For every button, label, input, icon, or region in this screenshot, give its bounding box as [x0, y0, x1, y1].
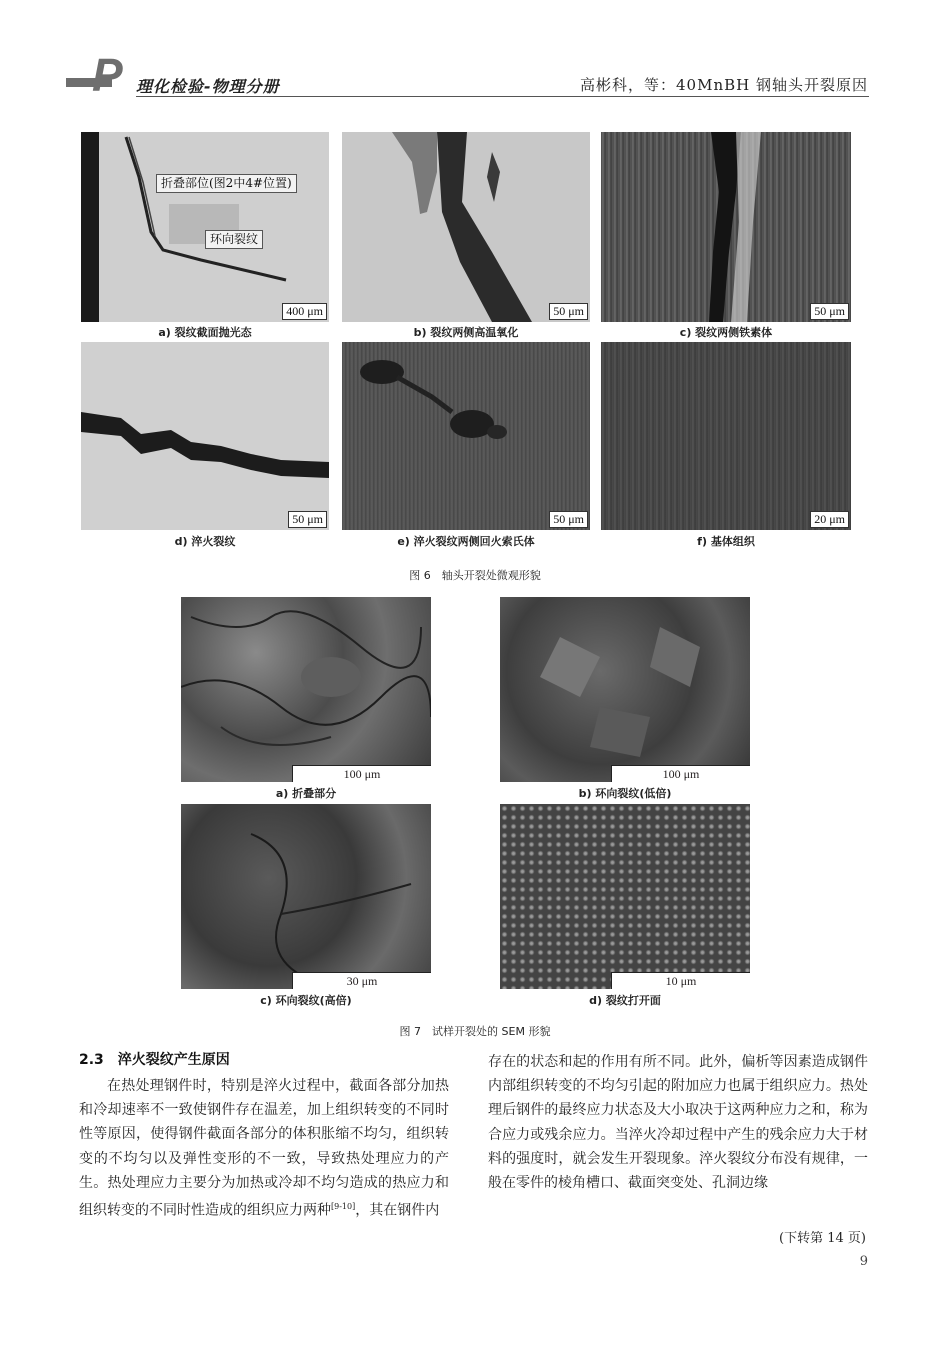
- fig7d-scale-bar: 10 μm: [611, 972, 750, 989]
- fig7d-caption: d) 裂纹打开面: [589, 994, 661, 1007]
- left-column-text: 在热处理钢件时，特别是淬火过程中，截面各部分加热和冷却速率不一致使钢件存在温差，加上组织转变的不同时性等原因，使得钢件截面各部分的体积胀缩不均匀，组织转变的不均匀以及弹性变形的不一致，导致热处理应力的产生。热处理应力主要分为加热或冷却不均匀造成的热应力和组织转变的不同时性造成的组织应力两种: [79, 1078, 449, 1219]
- journal-name: 理化检验-物理分册: [136, 77, 280, 96]
- fig7a-sem: [181, 597, 431, 782]
- journal-logo: P: [92, 49, 123, 101]
- fig6a-micrograph: [81, 132, 329, 322]
- citation: [9-10]: [331, 1202, 356, 1212]
- fig6b-caption: b) 裂纹两侧高温氧化: [413, 326, 519, 339]
- fig6a-scale-bar: 400 μm: [282, 303, 327, 320]
- fig7b-scale-bar: 100 μm: [611, 765, 750, 782]
- fig7c-sem: [181, 804, 431, 989]
- fig6c-micrograph: [601, 132, 851, 322]
- article-running-title: 高彬科，等：40MnBH 钢轴头开裂原因: [580, 76, 868, 94]
- fig7d-sem: [500, 804, 750, 989]
- page-number: 9: [859, 1254, 868, 1269]
- fig6e-micrograph: [342, 342, 590, 530]
- fig7c-caption: c) 环向裂纹(高倍): [260, 994, 352, 1007]
- fig6e-caption: e) 淬火裂纹两侧回火索氏体: [397, 535, 535, 548]
- right-column: [488, 1050, 868, 1195]
- fig6c-scale-bar: 50 μm: [810, 303, 849, 320]
- fig6a-fold-callout: 折叠部位(图2中4#位置): [156, 174, 297, 193]
- fig6f-scale-bar: 20 μm: [810, 511, 849, 528]
- fig6c-caption: c) 裂纹两侧铁素体: [679, 326, 773, 339]
- section-title: 2.3 淬火裂纹产生原因: [79, 1052, 230, 1068]
- fig7a-caption: a) 折叠部分: [275, 787, 337, 800]
- fig6d-scale-bar: 50 μm: [288, 511, 327, 528]
- fig6b-micrograph: [342, 132, 590, 322]
- fig6a-caption: a) 裂纹截面抛光态: [158, 326, 252, 339]
- figure6-caption: 图 6 轴头开裂处微观形貌: [409, 569, 541, 582]
- right-column-text: 存在的状态和起的作用有所不同。此外，偏析等因素造成钢件内部组织转变的不均匀引起的附加应力也属于组织应力。热处理后钢件的最终应力状态及大小取决于这两种应力之和，称为合应力或残余应力。当淬火冷却过程中产生的残余应力大于材料的强度时，就会发生开裂现象。淬火裂纹分布没有规律，一般在零件的棱角槽口、截面突变处、孔洞边缘: [488, 1054, 868, 1192]
- left-column-tail: ，其在钢件内: [355, 1202, 440, 1219]
- fig6a-crack-callout: 环向裂纹: [205, 230, 263, 249]
- fig6e-scale-bar: 50 μm: [549, 511, 588, 528]
- fig6d-micrograph: [81, 342, 329, 530]
- figure7-caption: 图 7 试样开裂处的 SEM 形貌: [399, 1025, 551, 1038]
- left-column: [79, 1074, 449, 1223]
- fig6f-micrograph: [601, 342, 851, 530]
- fig6d-caption: d) 淬火裂纹: [174, 535, 236, 548]
- fig7c-scale-bar: 30 μm: [292, 972, 431, 989]
- fig7b-caption: b) 环向裂纹(低倍): [578, 787, 672, 800]
- fig6b-scale-bar: 50 μm: [549, 303, 588, 320]
- header-rule: [136, 96, 869, 97]
- continued-note: (下转第 14 页): [779, 1231, 866, 1246]
- fig7a-scale-bar: 100 μm: [292, 765, 431, 782]
- fig7b-sem: [500, 597, 750, 782]
- fig6f-caption: f) 基体组织: [697, 535, 755, 548]
